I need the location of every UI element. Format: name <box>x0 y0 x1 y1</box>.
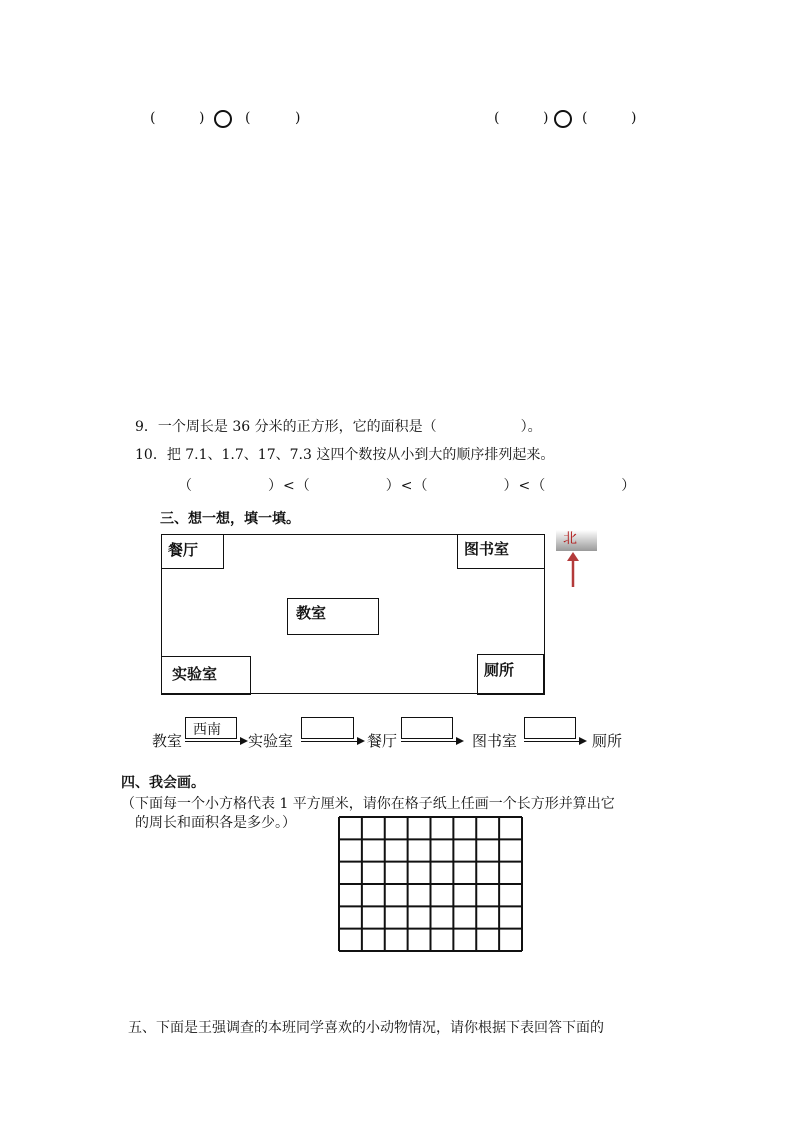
section-4-instruction-2: 的周长和面积各是多少。） <box>135 815 296 831</box>
route-start: 教室 <box>152 732 183 750</box>
room-label: 图书室 <box>464 540 510 558</box>
room-cesuo <box>477 654 545 695</box>
north-arrow-icon <box>566 552 580 588</box>
route-direction-box[interactable] <box>401 717 453 739</box>
route-stop-3: 图书室 <box>472 732 518 750</box>
route-direction-box[interactable] <box>524 717 576 739</box>
route-stop-2: 餐厅 <box>367 732 398 750</box>
route-arrow-icon <box>579 737 587 745</box>
question-10-order-blanks: （ ）<（ ）<（ ）<（ ） <box>178 478 637 494</box>
question-9: 9．一个周长是 36 分米的正方形，它的面积是（ ）。 <box>135 419 542 435</box>
room-label: 餐厅 <box>168 541 199 559</box>
room-tushushi <box>457 534 545 569</box>
paren-open: ( <box>582 110 588 126</box>
grid-lines <box>338 816 523 952</box>
drawing-grid[interactable] <box>338 816 523 952</box>
route-direction-box[interactable] <box>185 717 237 739</box>
route-arrow-line <box>185 741 240 742</box>
route-end: 厕所 <box>592 732 623 750</box>
paren-open: ( <box>245 110 251 126</box>
section-4-instruction-1: （下面每一个小方格代表 1 平方厘米，请你在格子纸上任画一个长方形并算出它 <box>121 796 615 812</box>
route-direction-box[interactable] <box>301 717 354 739</box>
north-label-box <box>556 530 597 551</box>
paren-close: ) <box>631 110 637 126</box>
compare-circle[interactable] <box>214 110 232 128</box>
room-shiyanshi <box>161 656 251 695</box>
route-stop-1: 实验室 <box>248 732 294 750</box>
room-jiaoshi <box>287 598 379 635</box>
school-map <box>161 534 545 694</box>
north-label: 北 <box>563 531 577 547</box>
route-direction-label: 西南 <box>193 722 221 738</box>
route-arrow-line <box>524 741 579 742</box>
room-label: 实验室 <box>172 665 218 683</box>
route-arrow-icon <box>456 737 464 745</box>
paren-close: ) <box>543 110 549 126</box>
paren-close: ) <box>295 110 301 126</box>
compare-circle[interactable] <box>554 110 572 128</box>
route-arrow-line <box>301 741 357 742</box>
route-arrow-icon <box>240 737 248 745</box>
section-5-title: 五、下面是王强调查的本班同学喜欢的小动物情况，请你根据下表回答下面的 <box>128 1020 604 1036</box>
route-arrow-line <box>401 741 456 742</box>
paren-open: ( <box>150 110 156 126</box>
question-10: 10．把 7.1、1.7、17、7.3 这四个数按从小到大的顺序排列起来。 <box>135 447 555 463</box>
section-4-title: 四、我会画。 <box>121 775 205 791</box>
room-label: 教室 <box>296 604 327 622</box>
section-3-title: 三、想一想，填一填。 <box>160 511 300 527</box>
room-label: 厕所 <box>484 661 515 679</box>
room-canting <box>161 534 224 569</box>
route-arrow-icon <box>357 737 365 745</box>
paren-close: ) <box>199 110 205 126</box>
paren-open: ( <box>494 110 500 126</box>
